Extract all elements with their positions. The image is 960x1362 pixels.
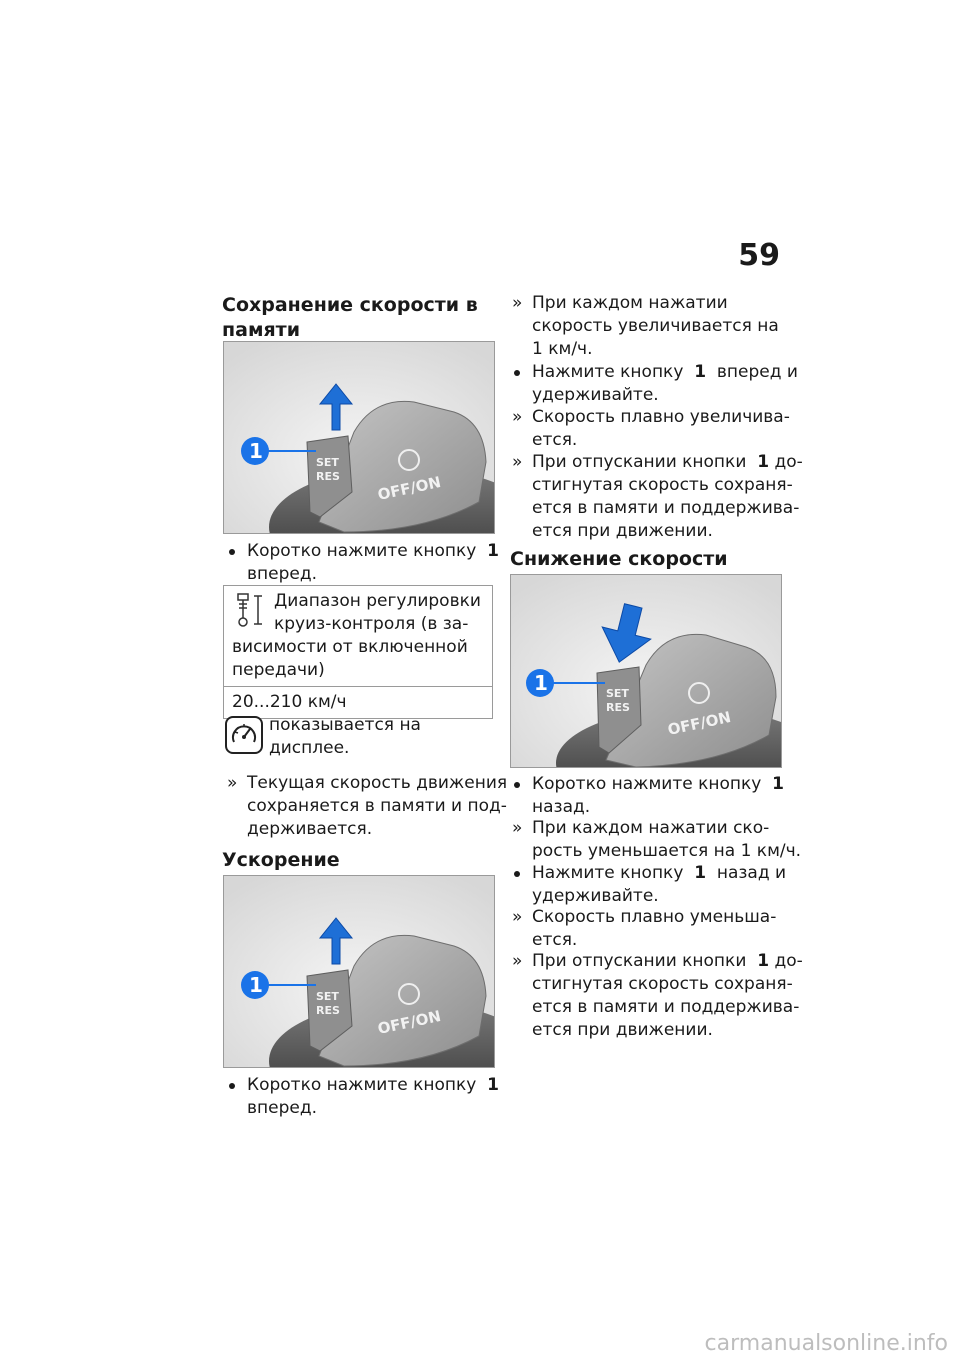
res-label: RES xyxy=(316,1004,340,1017)
switch-illustration xyxy=(511,575,781,767)
instruction-press-back: Коротко нажмите кнопку 1 назад. xyxy=(508,773,807,819)
figure-set-res-back xyxy=(510,574,782,768)
range-table xyxy=(223,585,493,719)
set-label: SET xyxy=(606,687,629,700)
result-release-save-2: » При отпускании кнопки 1 до- стигнутая скорость сохраня- ется в памяти и поддержива- ется при движении. xyxy=(512,951,803,1040)
heading-acceleration: Ускорение xyxy=(222,849,340,871)
instruction-press-forward-2: Коротко нажмите кнопку 1 вперед. xyxy=(223,1074,512,1120)
bullet-dot xyxy=(514,782,520,788)
figure-set-res-forward-1 xyxy=(223,341,495,534)
callout-number: 1 xyxy=(249,973,263,997)
res-label: RES xyxy=(606,701,630,714)
figure-set-res-forward-2 xyxy=(223,875,495,1068)
offon-label: OFF/ON xyxy=(376,1006,443,1038)
instruction-hold-forward: Нажмите кнопку 1 вперед и удерживайте. xyxy=(508,361,807,407)
res-label: RES xyxy=(316,470,340,483)
result-increase-step: » При каждом нажатии скорость увеличивается на 1 км/ч. xyxy=(512,293,779,359)
range-value-cell: 20...210 км/ч xyxy=(224,687,493,719)
result-release-save-1: » При отпускании кнопки 1 до- стигнутая скорость сохраня- ется в памяти и поддержива- ется при движении. xyxy=(512,452,803,541)
cruise-control-display-icon xyxy=(225,716,263,754)
result-speed-saved: » Текущая скорость движения сохраняется в памяти и под- держивается. xyxy=(227,773,508,839)
gear-range-icon xyxy=(234,592,266,628)
switch-illustration xyxy=(224,342,494,533)
display-note: показывается на дисплее. xyxy=(269,715,421,758)
switch-illustration xyxy=(224,876,494,1067)
heading-deceleration: Снижение скорости xyxy=(510,548,728,570)
bullet-dot xyxy=(514,871,520,877)
page-number: 59 xyxy=(738,238,780,273)
bullet-dot xyxy=(514,370,520,376)
callout-number: 1 xyxy=(249,439,263,463)
range-label-cell: Диапазон регулировки круиз-контроля (в за- висимости от включенной передачи) xyxy=(224,586,493,687)
instruction-hold-back: Нажмите кнопку 1 назад и удерживайте. xyxy=(508,862,807,908)
bullet-dot xyxy=(229,1083,235,1089)
result-smooth-decrease: » Скорость плавно уменьша- ется. xyxy=(512,907,777,950)
heading-save-speed: Сохранение скорости в памяти xyxy=(222,294,478,341)
set-label: SET xyxy=(316,990,339,1003)
offon-label: OFF/ON xyxy=(376,472,443,504)
offon-label: OFF/ON xyxy=(666,707,733,739)
instruction-press-forward-1: Коротко нажмите кнопку 1 вперед. xyxy=(223,540,512,586)
callout-number: 1 xyxy=(534,671,548,695)
result-decrease-step: » При каждом нажатии ско- рость уменьшается на 1 км/ч. xyxy=(512,818,802,861)
site-watermark: carmanualsonline.info xyxy=(704,1331,948,1356)
result-smooth-increase: » Скорость плавно увеличива- ется. xyxy=(512,407,790,450)
set-label: SET xyxy=(316,456,339,469)
bullet-dot xyxy=(229,549,235,555)
